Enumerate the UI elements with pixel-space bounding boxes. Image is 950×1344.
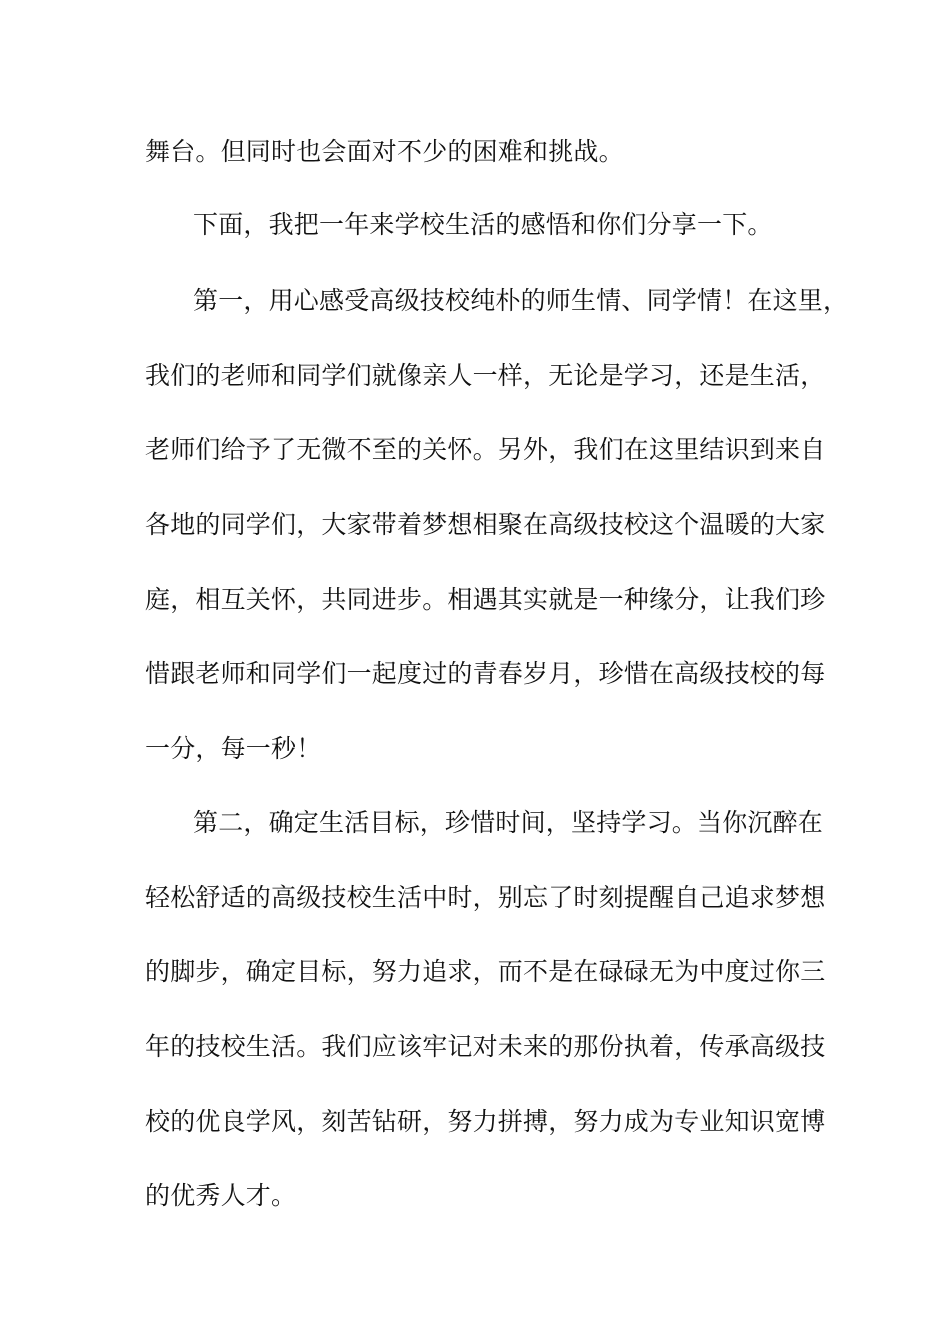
paragraph-first-line: 下面，我把一年来学校生活的感悟和你们分享一下。: [193, 210, 773, 239]
paragraph-first-line: 第一，用心感受高级技校纯朴的师生情、同学情！在这里，: [193, 286, 849, 315]
text-line: 年的技校生活。我们应该牢记对未来的那份执着，传承高级技: [145, 1032, 826, 1061]
paragraph-first-line: 第二，确定生活目标，珍惜时间，坚持学习。当你沉醉在: [193, 808, 824, 837]
text-line: 校的优良学风，刻苦钻研，努力拼搏，努力成为专业知识宽博: [145, 1107, 826, 1136]
text-line: 庭，相互关怀，共同进步。相遇其实就是一种缘分，让我们珍: [145, 585, 826, 614]
text-line: 的优秀人才。: [145, 1181, 297, 1210]
text-line: 一分，每一秒！: [145, 734, 322, 763]
text-line: 的脚步，确定目标，努力追求，而不是在碌碌无为中度过你三: [145, 957, 826, 986]
text-line: 老师们给予了无微不至的关怀。另外，我们在这里结识到来自: [145, 435, 826, 464]
text-line: 各地的同学们，大家带着梦想相聚在高级技校这个温暖的大家: [145, 510, 826, 539]
text-line: 轻松舒适的高级技校生活中时，别忘了时刻提醒自己追求梦想: [145, 883, 826, 912]
text-line: 我们的老师和同学们就像亲人一样，无论是学习，还是生活，: [145, 361, 826, 390]
text-line: 惜跟老师和同学们一起度过的青春岁月，珍惜在高级技校的每: [145, 659, 826, 688]
text-line: 舞台。但同时也会面对不少的困难和挑战。: [145, 137, 624, 166]
